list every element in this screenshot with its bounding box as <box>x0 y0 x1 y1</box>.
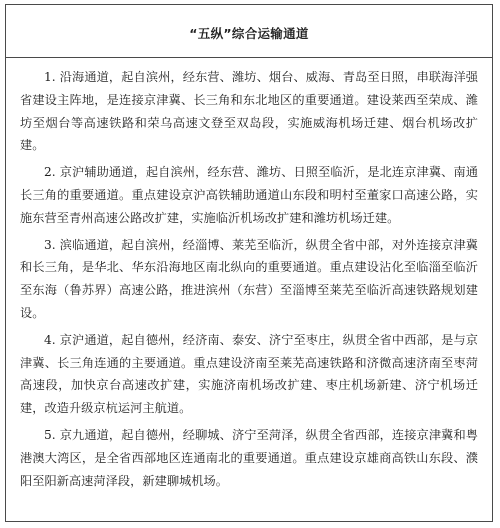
title-row <box>6 5 492 58</box>
corridor-item-2: 2. 京沪辅助通道，起自滨州，经东营、潍坊、日照至临沂，是北连京津冀、南通长三角的重要通道。重点建设京沪高铁辅助通道山东段和明村至董家口高速公路，实施东营至青州高速公路改扩建，实施临沂机场改扩建和潍坊机场迁建。 <box>20 165 478 225</box>
corridor-item-5: 5. 京九通道，起自德州，经聊城、济宁至菏泽，纵贯全省西部，连接京津冀和粤港澳大湾区，是全省西部地区连通南北的重要通道。重点建设京雄商高铁山东段、濮阳至阳新高速菏泽段，新建聊城机场。 <box>20 427 478 488</box>
corridor-item-1: 1. 沿海通道，起自滨州，经东营、潍坊、烟台、威海、青岛至日照，串联海洋强省建设主阵地，是连接京津冀、长三角和东北地区的重要通道。建设莱西至荣成、潍坊至烟台等高速铁路和荣乌高速文登至双岛段，实施威海机场迁建、烟台机场改扩建。 <box>20 70 478 153</box>
corridor-item-4: 4. 京沪通道，起自德州，经济南、泰安、济宁至枣庄，纵贯全省中西部，是与京津冀、长三角连通的主要通道。重点建设济南至莱芜高速铁路和济微高速济南至枣菏高速段，加快京台高速改扩建，实施济南机场改扩建、枣庄机场新建、济宁机场迁建，改造升级京杭运河主航道。 <box>20 332 478 416</box>
page-title: “五纵”综合运输通道 <box>189 26 309 41</box>
table-frame <box>5 4 493 522</box>
content-area <box>6 58 492 492</box>
corridor-item-3: 3. 滨临通道，起自滨州，经淄博、莱芜至临沂，纵贯全省中部，对外连接京津冀和长三角，是华北、华东沿海地区南北纵向的重要通道。重点建设沾化至临淄至临沂至东海（鲁苏界）高速公路，推进滨州（东营）至淄博至莱芜至临沂高速铁路规划建设。 <box>20 237 478 320</box>
